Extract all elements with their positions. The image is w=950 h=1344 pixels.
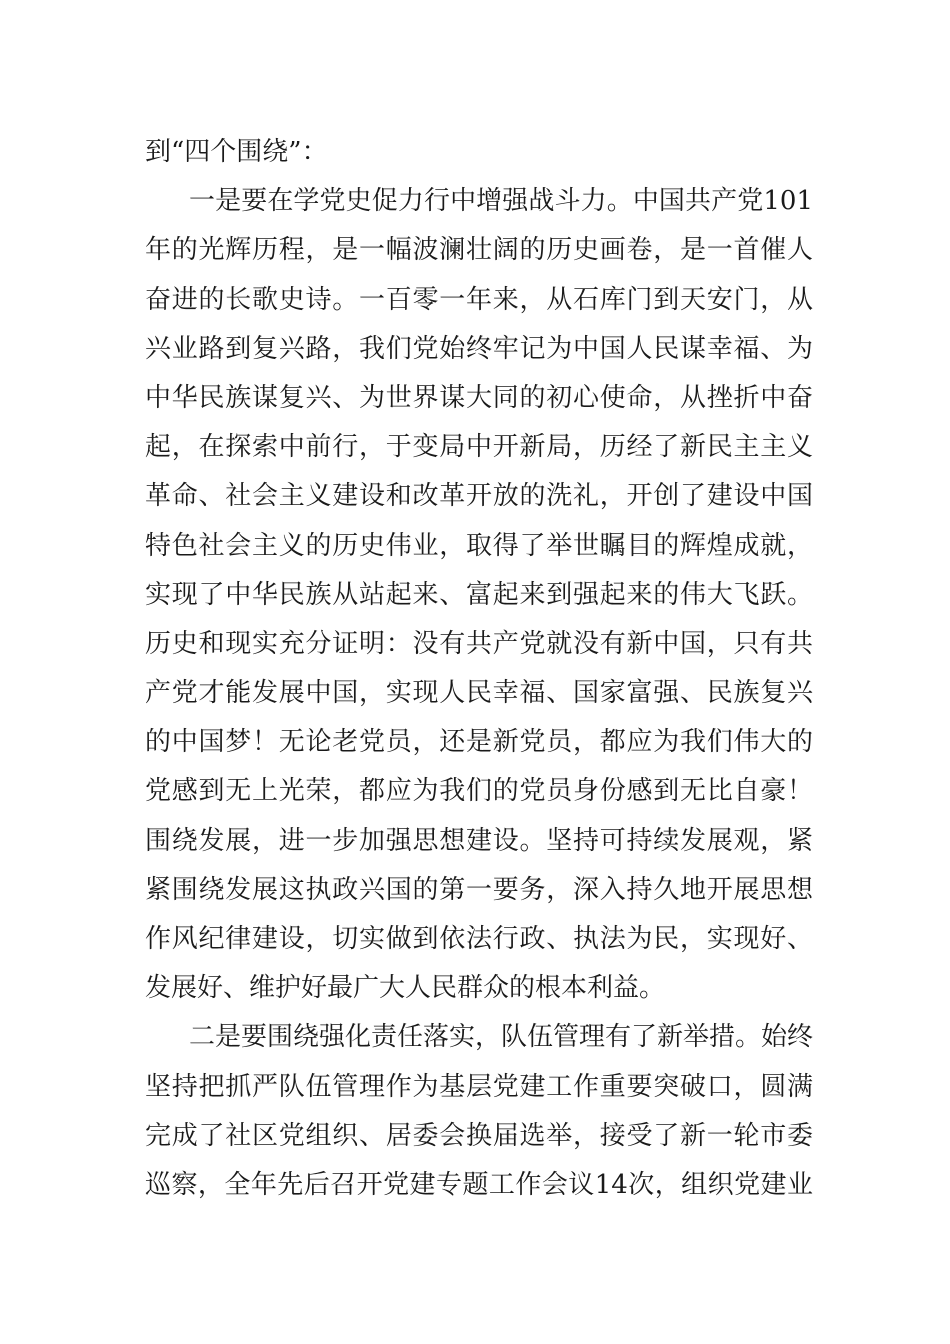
- text-line: 坚持把抓严队伍管理作为基层党建工作重要突破口，圆满: [145, 1071, 813, 1102]
- text-line: 年的光辉历程，是一幅波澜壮阔的历史画卷，是一首催人: [145, 235, 813, 266]
- paragraph-first-line: 一是要在学党史促力行中增强战斗力。中国共产党101: [189, 186, 813, 217]
- text-line: 完成了社区党组织、居委会换届选举，接受了新一轮市委: [145, 1120, 813, 1151]
- text-line: 作风纪律建设，切实做到依法行政、执法为民，实现好、: [145, 924, 813, 954]
- text-line: 奋进的长歌史诗。一百零一年来，从石库门到天安门，从: [145, 284, 813, 315]
- text-line: 巡察，全年先后召开党建专题工作会议14次，组织党建业: [145, 1169, 813, 1200]
- text-line: 党感到无上光荣，都应为我们的党员身份感到无比自豪！: [145, 776, 813, 807]
- text-line: 到“四个围绕”：: [145, 137, 328, 167]
- text-line: 起，在探索中前行，于变局中开新局，历经了新民主主义: [145, 432, 813, 463]
- text-line: 的中国梦！无论老党员，还是新党员，都应为我们伟大的: [145, 727, 813, 758]
- text-line: 革命、社会主义建设和改革开放的洗礼，开创了建设中国: [145, 481, 813, 512]
- text-line: 历史和现实充分证明：没有共产党就没有新中国，只有共: [145, 628, 813, 659]
- text-line: 实现了中华民族从站起来、富起来到强起来的伟大飞跃。: [145, 579, 813, 610]
- text-line: 围绕发展，进一步加强思想建设。坚持可持续发展观，紧: [145, 825, 813, 856]
- text-line: 紧围绕发展这执政兴国的第一要务，深入持久地开展思想: [145, 874, 813, 905]
- text-line: 特色社会主义的历史伟业，取得了举世瞩目的辉煌成就，: [145, 530, 813, 561]
- paragraph-last-line: 发展好、维护好最广大人民群众的根本利益。: [145, 973, 666, 1004]
- text-line: 中华民族谋复兴、为世界谋大同的初心使命，从挫折中奋: [145, 382, 813, 413]
- paragraph-first-line: 二是要围绕强化责任落实，队伍管理有了新举措。始终: [189, 1022, 814, 1053]
- text-line: 产党才能发展中国，实现人民幸福、国家富强、民族复兴: [145, 678, 813, 709]
- text-line: 兴业路到复兴路，我们党始终牢记为中国人民谋幸福、为: [145, 333, 813, 364]
- document-body: [145, 128, 813, 1210]
